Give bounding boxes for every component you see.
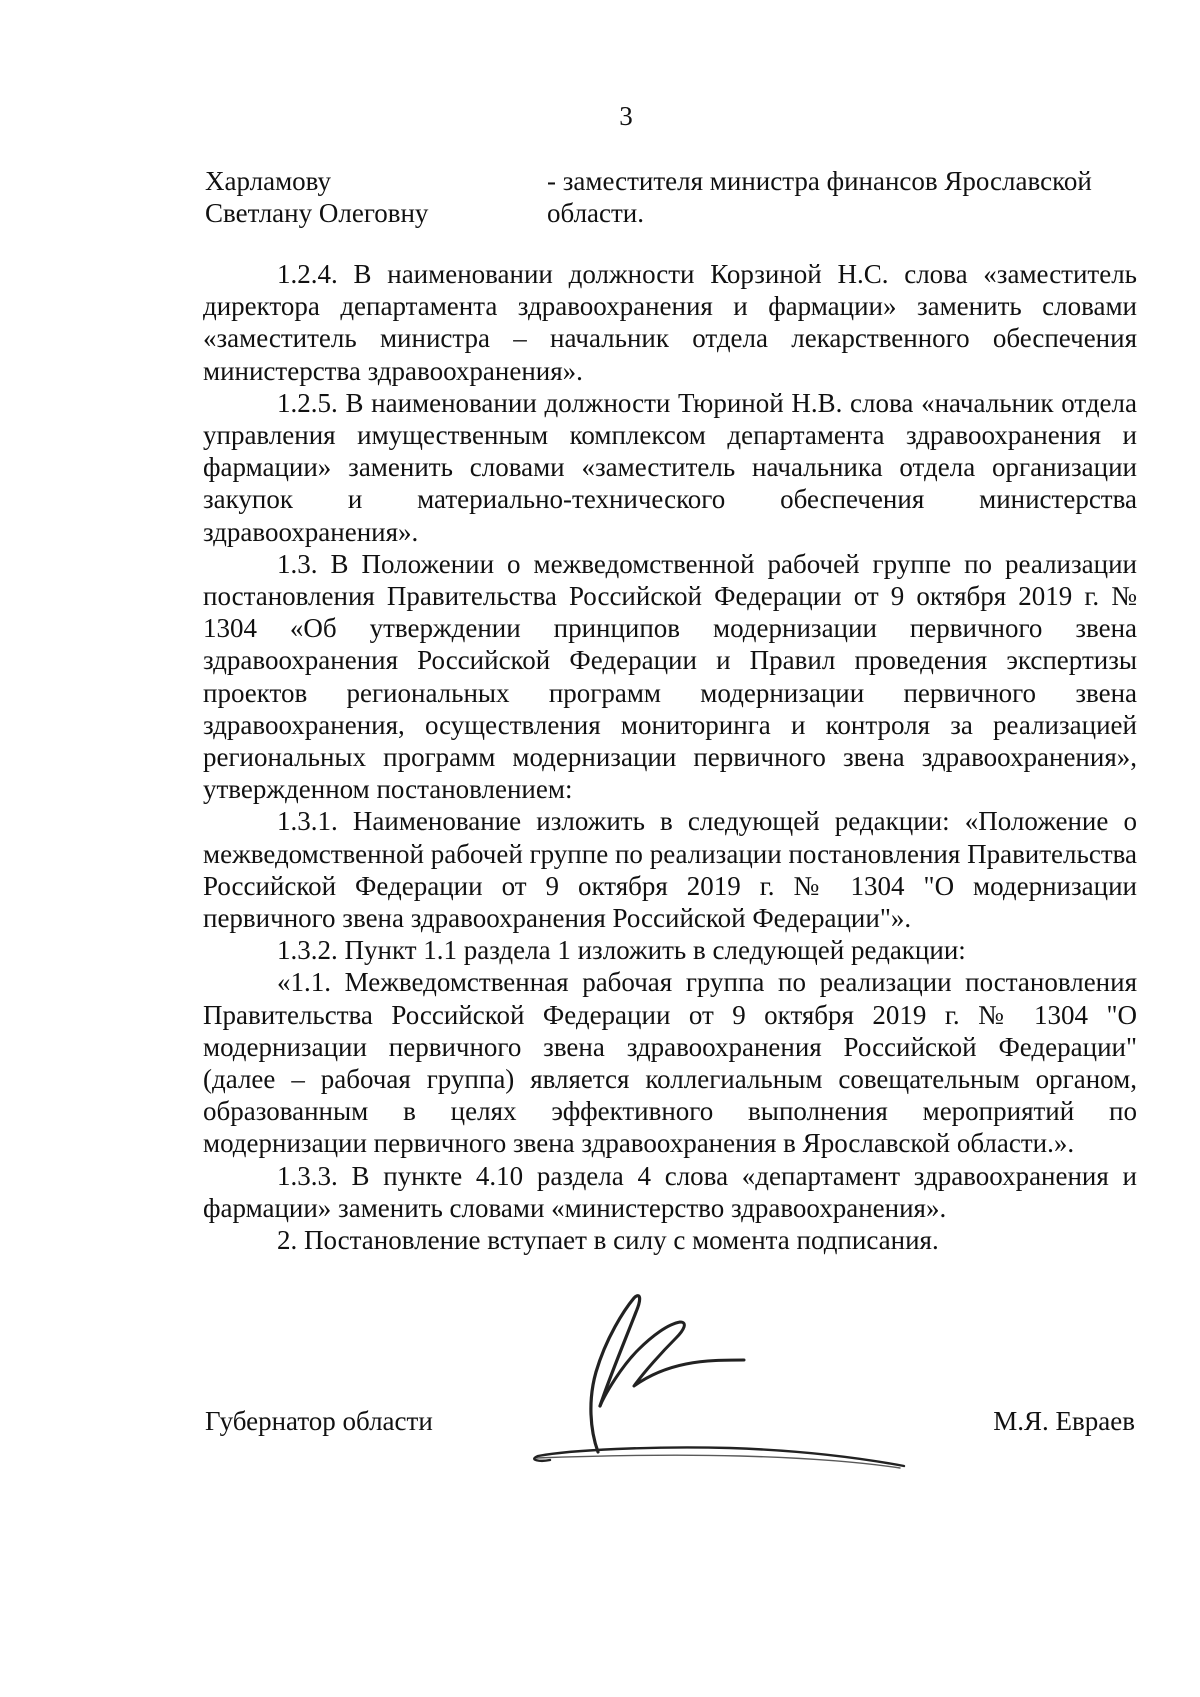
paragraph-1-3-1: 1.3.1. Наименование изложить в следующей редакции: «Положение о межведомственной рабочей группе по реализации постановления Правительства Российской Федерации от 9 октября 2019 г. № 1304 "О модернизации первичного звена здравоохранения Российской Федерации"». — [203, 806, 1137, 934]
appointee-given-names: Светлану Олеговну — [205, 198, 429, 228]
paragraph-1-3-2: 1.3.2. Пункт 1.1 раздела 1 изложить в следующей редакции: — [277, 935, 966, 966]
paragraph-1-3-3: 1.3.3. В пункте 4.10 раздела 4 слова «департамент здравоохранения и фармации» заменить словами «министерство здравоохранения». — [203, 1160, 1137, 1223]
appointee-position-line: области. — [547, 198, 645, 228]
signatory-title: Губернатор области — [205, 1406, 433, 1436]
appointee-surname: Харламову — [205, 166, 331, 196]
appointee-name — [205, 165, 515, 229]
paragraph-2: 2. Постановление вступает в силу с момента подписания. — [277, 1225, 939, 1256]
signature-block — [205, 1405, 1135, 1465]
appointee-position-line: - заместителя министра финансов Ярославской — [547, 166, 1092, 196]
paragraph-1-3: 1.3. В Положении о межведомственной рабочей группе по реализации постановления Правительства Российской Федерации от 9 октября 2019 г. № 1304 «Об утверждении принципов модернизации первичного звена здравоохранения Российской Федерации и Правил проведения экспертизы проектов региональных программ модернизации первичного звена здравоохранения, осуществления мониторинга и контроля за реализацией региональных программ модернизации первичного звена здравоохранения», утвержденном постановлением: — [203, 548, 1137, 805]
paragraph-1-2-4: 1.2.4. В наименовании должности Корзиной Н.С. слова «заместитель директора департамента здравоохранения и фармации» заменить словами «заместитель министра – начальник отдела лекарственного обеспечения министерства здравоохранения». — [203, 259, 1137, 386]
signatory-name: М.Я. Евраев — [993, 1406, 1135, 1436]
document-body — [203, 258, 1137, 1256]
paragraph-1-2-5: 1.2.5. В наименовании должности Тюриной Н.В. слова «начальник отдела управления имущественным комплексом департамента здравоохранения и фармации» заменить словами «заместитель начальника отдела организации закупок и материально-технического обеспечения министерства здравоохранения». — [203, 387, 1137, 547]
page-number: 3 — [619, 101, 633, 131]
appointee-position — [547, 165, 1135, 229]
paragraph-1-1-quote: «1.1. Межведомственная рабочая группа по реализации постановления Правительства Российской Федерации от 9 октября 2019 г. № 1304 "О модернизации первичного звена здравоохранения Российской Федерации" (далее – рабочая группа) является коллегиальным совещательным органом, образованным в целях эффективного выполнения мероприятий по модернизации первичного звена здравоохранения в Ярославской области.». — [203, 967, 1137, 1159]
